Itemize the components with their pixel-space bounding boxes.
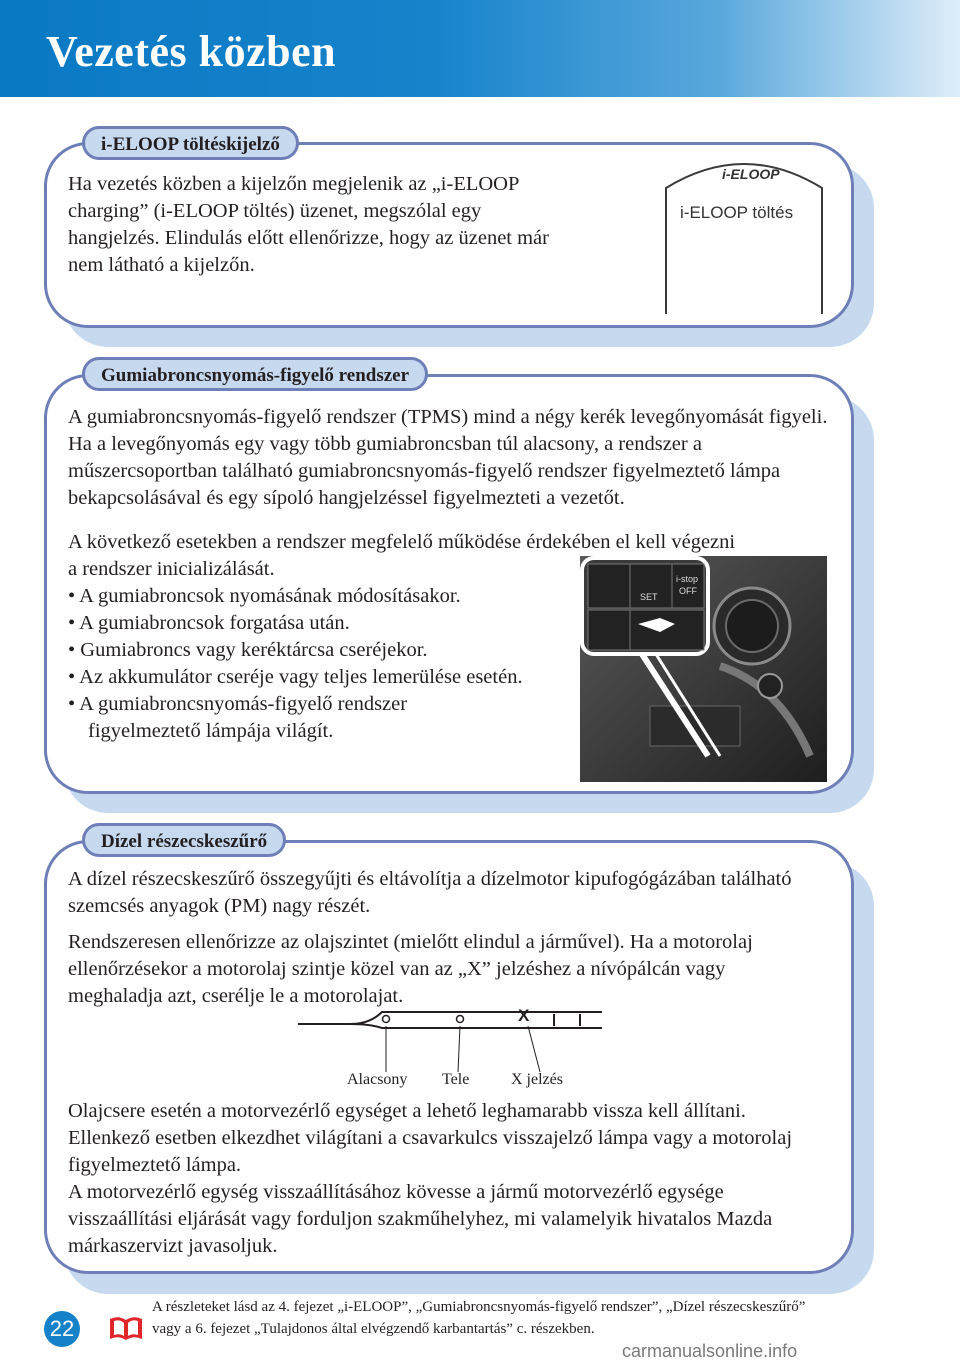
tpms-bullet-1: • A gumiabroncsok nyomásának módosításakor. <box>68 585 461 607</box>
tpms-para2-line2: a rendszer inicializálását. <box>68 558 275 580</box>
tpms-bullet-5-cont: figyelmeztető lámpája világít. <box>88 720 334 742</box>
set-button-label: SET <box>640 592 658 602</box>
eloop-display-label: i-ELOOP töltés <box>680 203 794 222</box>
dipstick-low-label: Alacsony <box>347 1071 408 1088</box>
dipstick-full-label: Tele <box>442 1071 470 1088</box>
eloop-logo: i-ELOOP <box>722 166 780 182</box>
eloop-display <box>664 158 824 314</box>
page-number: 22 <box>44 1311 80 1347</box>
dpf-para4: A motorvezérlő egység visszaállításához kövesse a jármű motorvezérlő egysége visszaállítási eljárását vagy forduljon szakműhelyhez, mi valamelyik hivatalos Mazda márkaszervizt javasoljuk. <box>68 1181 773 1257</box>
tpms-para1: A gumiabroncsnyomás-figyelő rendszer (TPMS) mind a négy kerék levegőnyomását figyeli. Ha a levegőnyomás egy vagy több gumiabroncsban túl alacsony, a rendszer a műszercsoportban található gumiabroncsnyomás-figyelő rendszer figyelmeztető lámpa bekapcsolásával és egy sípoló hangjelzéssel figyelmezteti a vezetőt. <box>68 406 828 509</box>
watermark: carmanualsonline.info <box>622 1341 798 1361</box>
dpf-para1: A dízel részecskeszűrő összegyűjti és eltávolítja a dízelmotor kipufogógázában található szemcsés anyagok (PM) nagy részét. <box>68 868 792 917</box>
tpms-tab: Gumiabroncsnyomás-figyelő rendszer <box>82 357 428 391</box>
dipstick-x-mark: X <box>518 1006 530 1025</box>
tpms-switch-photo <box>580 556 827 782</box>
page-title: Vezetés közben <box>46 27 337 76</box>
dpf-tab: Dízel részecskeszűrő <box>82 823 286 857</box>
footer-reference-note: A részleteket lásd az 4. fejezet „i-ELOOP”, „Gumiabroncsnyomás-figyelő rendszer”, „Dízel részecskeszűrő” vagy a 6. fejezet „Tulajdonos által elvégzendő karbantartás” c. részekben. <box>152 1299 806 1337</box>
dipstick-x-label: X jelzés <box>511 1071 563 1088</box>
tpms-bullet-4: • Az akkumulátor cseréje vagy teljes lemerülése esetén. <box>68 666 523 688</box>
tpms-bullet-5: • A gumiabroncsnyomás-figyelő rendszer <box>68 693 408 715</box>
tpms-para2-line1: A következő esetekben a rendszer megfelelő működése érdekében el kell végezni <box>68 531 736 553</box>
eloop-tab: i-ELOOP töltéskijelző <box>82 126 299 160</box>
tpms-bullet-2: • A gumiabroncsok forgatása után. <box>68 612 350 634</box>
istop-off-label: OFF <box>679 586 697 596</box>
tpms-bullet-3: • Gumiabroncs vagy keréktárcsa cseréjekor. <box>68 639 428 661</box>
dpf-para2: Rendszeresen ellenőrizze az olajszintet (mielőtt elindul a járművel). Ha a motorolaj ellenőrzésekor a motorolaj szintje közel van az „X” jelzéshez a nívópálcán vagy meghaladja azt, cserélje le a motorolajat. <box>68 931 753 1007</box>
book-icon <box>108 1315 144 1341</box>
dpf-para3: Olajcsere esetén a motorvezérlő egységet a lehető leghamarabb vissza kell állítani. Ellenkező esetben elkezdhet világítani a csavarkulcs visszajelző lámpa vagy a motorolaj figyelmeztető lámpa. <box>68 1100 793 1176</box>
page-header <box>0 0 960 97</box>
eloop-text: Ha vezetés közben a kijelzőn megjelenik az „i-ELOOP charging” (i-ELOOP töltés) üzenet, megszólal egy hangjelzés. Elindulás előtt ellenőrizze, hogy az üzenet már nem látható a kijelzőn. <box>68 173 549 276</box>
istop-button-label: i-stop <box>676 574 699 584</box>
